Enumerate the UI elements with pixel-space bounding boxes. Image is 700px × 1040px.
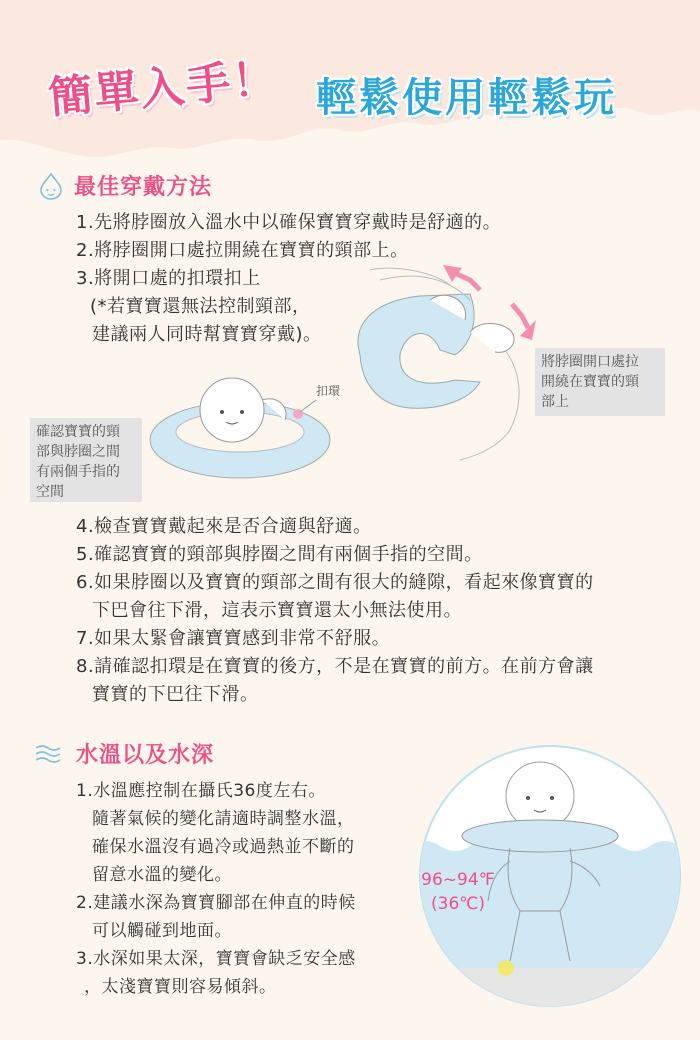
water-step-1-line-4: 留意水溫的變化。: [92, 865, 232, 885]
step-3: 3.將開口處的扣環扣上: [76, 268, 261, 289]
neck-ring-open-illustration: [358, 268, 519, 460]
note-left-line-1: 確認寶寶的頸: [36, 424, 120, 440]
step-1: 1.先將脖圈放入溫水中以確保寶寶穿戴時是舒適的。: [76, 212, 502, 233]
note-right-line-1: 將脖圈開口處拉: [541, 354, 639, 370]
section-wearing-title: 最佳穿戴方法: [74, 175, 213, 200]
temperature-fahrenheit: 96~94℉: [421, 870, 495, 890]
water-step-1-line-3: 確保水溫沒有過冷或過熱並不斷的: [92, 837, 355, 857]
note-right-line-3: 部上: [541, 394, 569, 410]
step-8: 8.請確認扣環是在寶寶的後方，不是在寶寶的前方。在前方會讓: [76, 656, 594, 677]
note-two-finger-space: [30, 418, 142, 502]
temperature-readout: [418, 868, 498, 916]
note-open-around-neck: [535, 348, 665, 416]
label-buckle: 扣環: [316, 384, 341, 398]
water-waves-icon: [34, 742, 66, 766]
headline-easy-play: 輕鬆使用輕鬆玩: [316, 75, 617, 121]
water-step-3-line-2: ，太淺寶寶則容易傾斜。: [84, 977, 277, 997]
water-drop-face-icon: [38, 172, 64, 200]
temperature-celsius: (36℃): [431, 894, 485, 914]
step-6-cont: 下巴會往下滑，這表示寶寶還太小無法使用。: [92, 600, 462, 621]
arrow-down-icon: [512, 304, 528, 328]
header-banner: [0, 0, 700, 160]
step-2: 2.將脖圈開口處拉開繞在寶寶的頸部上。: [76, 240, 409, 261]
step-6: 6.如果脖圈以及寶寶的頸部之間有很大的縫隙，看起來像寶寶的: [76, 572, 594, 593]
note-right-line-2: 開繞在寶寶的頸: [541, 374, 639, 390]
water-step-2: 2.建議水深為寶寶腳部在伸直的時候: [76, 893, 356, 913]
step-7: 7.如果太緊會讓寶寶感到非常不舒服。: [76, 628, 391, 649]
water-step-3: 3.水深如果太深，寶寶會缺乏安全感: [76, 949, 356, 969]
section-wearing-heading: [38, 170, 212, 201]
note-left-line-2: 部與脖圈之間: [36, 444, 120, 460]
note-left-line-3: 有兩個手指的: [36, 464, 120, 480]
headline-easy-start: 簡單入手！: [46, 53, 281, 124]
step-3-note-a: (*若寶寶還無法控制頸部，: [90, 296, 311, 317]
water-step-1-line-2: 隨著氣候的變化請適時調整水溫，: [92, 809, 355, 829]
baby-in-ring-illustration: [150, 378, 330, 478]
water-step-1: 1.水溫應控制在攝氏36度左右。: [76, 781, 326, 801]
water-step-2-line-2: 可以觸碰到地面。: [92, 921, 232, 941]
step-8-cont: 寶寶的下巴往下滑。: [92, 684, 259, 705]
step-3-note-b: 建議兩人同時幫寶寶穿戴)。: [92, 324, 322, 345]
section-water-title: 水溫以及水深: [76, 743, 215, 768]
section-water-heading: [34, 738, 214, 769]
step-4: 4.檢查寶寶戴起來是否合適與舒適。: [76, 516, 372, 537]
note-left-line-4: 空間: [36, 484, 64, 500]
step-5: 5.確認寶寶的頸部與脖圈之間有兩個手指的空間。: [76, 544, 483, 565]
